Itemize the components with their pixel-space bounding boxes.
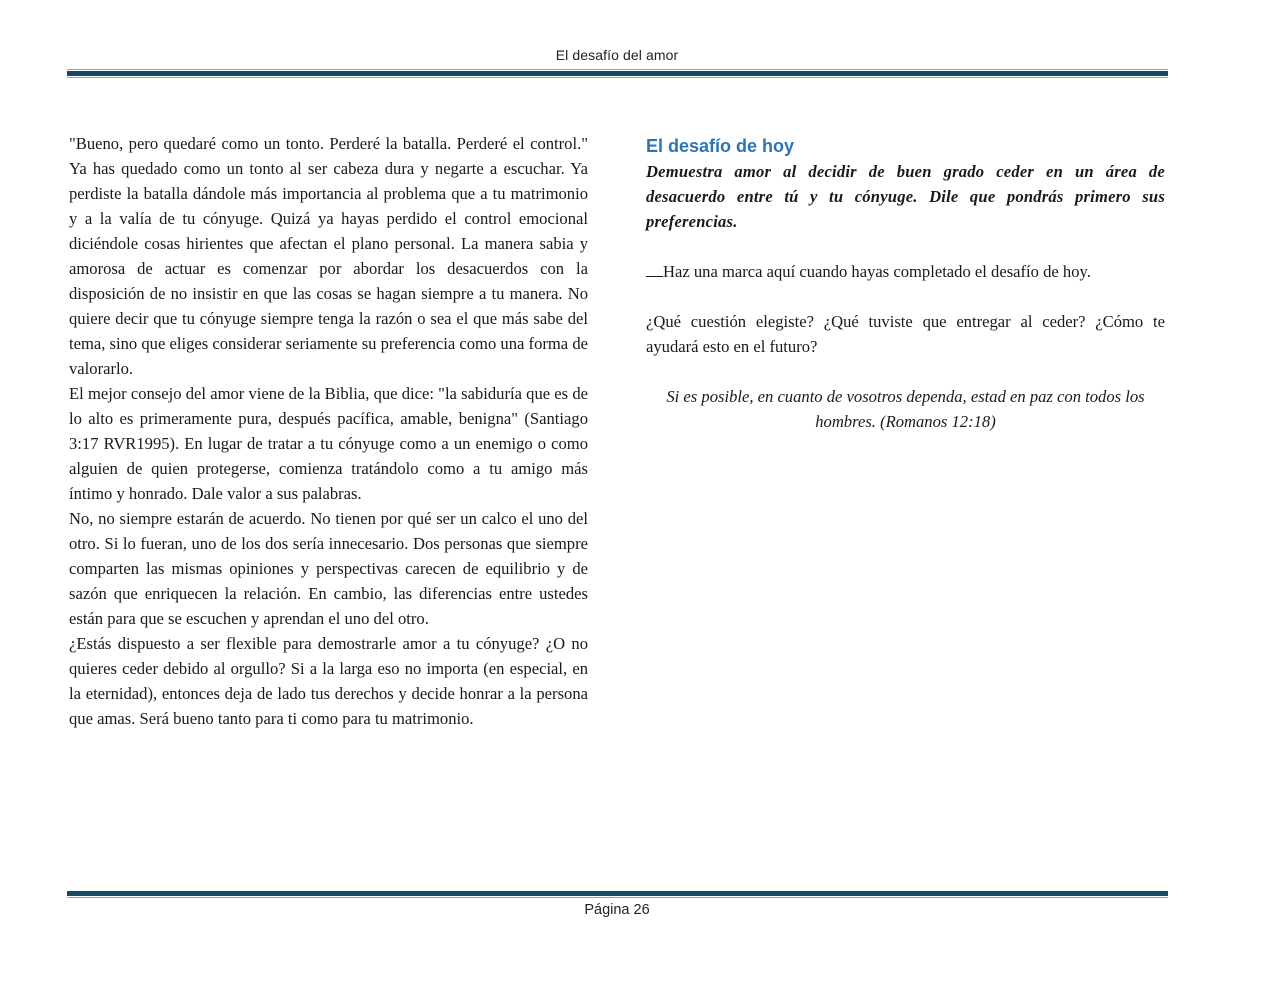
running-header-title: El desafío del amor [555,47,679,63]
checkmark-blank[interactable] [646,261,663,277]
body-paragraph-3: No, no siempre estarán de acuerdo. No tienen por qué ser un calco el uno del otro. Si lo fueran, uno de los dos sería innecesario. Dos personas que siempre comparten las mismas opiniones y perspectivas carecen de equilibrio y de sazón que enriquecen la relación. En cambio, las diferencias entre ustedes están para que se escuchen y aprendan el uno del otro. [69,509,588,628]
right-column [646,133,1165,434]
body-paragraph-1: "Bueno, pero quedaré como un tonto. Perderé la batalla. Perderé el control." Ya has quedado como un tonto al ser cabeza dura y negarte a escuchar. Ya perdiste la batalla dándole más importancia al problema que a tu matrimonio y a la valía de tu cónyuge. Quizá ya hayas perdido el control emocional diciéndole cosas hirientes que afectan el plano personal. La manera sabia y amorosa de actuar es comenzar por abordar los desacuerdos con la disposición de no insistir en que las cosas se hagan siempre a tu manera. No quiere decir que tu cónyuge siempre tenga la razón o sea el que más sabe del tema, sino que eliges considerar seriamente su preferencia como una forma de valorarlo. [69,134,588,378]
left-column [69,131,588,731]
checkmark-instruction: Haz una marca aquí cuando hayas completado el desafío de hoy. [663,262,1091,281]
body-paragraph-4: ¿Estás dispuesto a ser flexible para demostrarle amor a tu cónyuge? ¿O no quieres ceder debido al orgullo? Si a la larga eso no importa (en especial, en la eternidad), entonces deja de lado tus derechos y decide honrar a la persona que amas. Será bueno tanto para ti como para tu matrimonio. [69,634,588,728]
spacer [646,234,1165,259]
footer-rule [67,891,1168,898]
header-rule-thin-bottom [67,77,1168,78]
completion-checkline [646,259,1165,284]
page-number: Página 26 [584,902,650,918]
header-rule [67,69,1168,78]
footer-rule-thin [67,897,1168,898]
body-paragraph-2: El mejor consejo del amor viene de la Biblia, que dice: "la sabiduría que es de lo alto es primeramente pura, después pacífica, amable, benigna" (Santiago 3:17 RVR1995). En lugar de tratar a tu cónyuge como a un enemigo o como alguien de quien protegerse, comienza tratándolo como a tu amigo más íntimo y honrado. Dale valor a sus palabras. [69,384,588,503]
spacer [646,359,1165,384]
spacer [646,284,1165,309]
challenge-heading: El desafío de hoy [646,136,795,156]
challenge-statement: Demuestra amor al decidir de buen grado ceder en un área de desacuerdo entre tú y tu cónyuge. Dile que pondrás primero sus preferencias. [646,162,1165,231]
reflection-questions: ¿Qué cuestión elegiste? ¿Qué tuviste que entregar al ceder? ¿Cómo te ayudará esto en el futuro? [646,312,1165,356]
scripture-verse: Si es posible, en cuanto de vosotros dependa, estad en paz con todos los hombres. (Romanos 12:18) [666,387,1145,431]
